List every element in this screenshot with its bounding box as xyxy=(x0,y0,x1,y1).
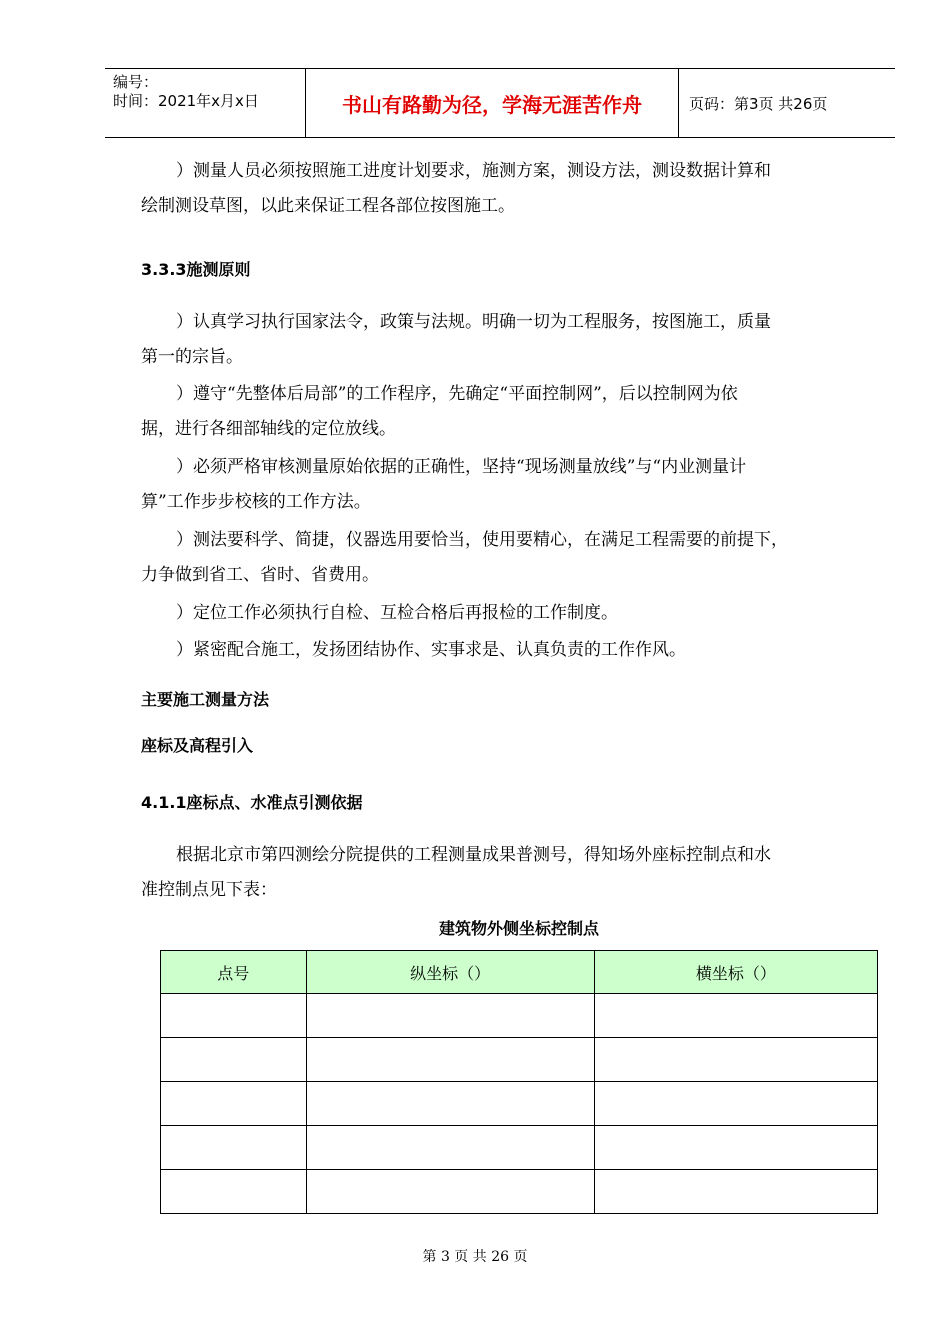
col-vertical-coord: 纵坐标（） xyxy=(306,951,594,994)
paragraph-7 xyxy=(141,633,871,668)
header-page-info: 页码：第3页 共26页 xyxy=(689,94,828,113)
col-point-no: 点号 xyxy=(161,951,307,994)
table-cell xyxy=(161,1126,307,1170)
table-cell xyxy=(306,994,594,1038)
time-label: 时间：2021年x月x日 xyxy=(113,92,259,110)
text-line: ）测法要科学、简捷，仪器选用要恰当，使用要精心，在满足工程需要的前提下， xyxy=(176,530,788,550)
page-footer: 第 3 页 共 26 页 xyxy=(422,1249,528,1265)
table-cell xyxy=(594,1126,877,1170)
table-row xyxy=(161,1082,878,1126)
table-title: 建筑物外侧坐标控制点 xyxy=(438,919,599,938)
table-cell xyxy=(594,994,877,1038)
header-meta xyxy=(105,69,306,137)
table-header-row xyxy=(161,951,878,994)
header-motto: 书山有路勤为径，学海无涯苦作舟 xyxy=(306,69,679,137)
paragraph-6 xyxy=(141,596,871,631)
text-line: ）测量人员必须按照施工进度计划要求，施测方案，测设方法，测设数据计算和 xyxy=(176,161,771,181)
table-cell xyxy=(161,1082,307,1126)
table-cell xyxy=(161,1170,307,1214)
text-line: ）紧密配合施工，发扬团结协作、实事求是、认真负责的工作作风。 xyxy=(176,640,686,660)
paragraph-2 xyxy=(141,305,871,375)
text-line: 绘制测设草图，以此来保证工程各部位按图施工。 xyxy=(141,196,515,216)
table-cell xyxy=(306,1170,594,1214)
table-cell xyxy=(161,1038,307,1082)
heading-coord-elevation: 座标及高程引入 xyxy=(141,736,254,755)
text-line: 第一的宗旨。 xyxy=(141,347,243,367)
text-line: ）定位工作必须执行自检、互检合格后再报检的工作制度。 xyxy=(176,603,618,623)
table-cell xyxy=(594,1038,877,1082)
paragraph-5 xyxy=(141,523,871,593)
table-cell xyxy=(306,1038,594,1082)
code-label: 编号： xyxy=(113,73,159,91)
table-cell xyxy=(594,1082,877,1126)
table-row xyxy=(161,1170,878,1214)
table-cell xyxy=(594,1170,877,1214)
col-horizontal-coord: 横坐标（） xyxy=(594,951,877,994)
text-line: 力争做到省工、省时、省费用。 xyxy=(141,565,379,585)
text-line: 算”工作步步校核的工作方法。 xyxy=(141,492,371,512)
table-cell xyxy=(306,1126,594,1170)
control-point-table xyxy=(160,950,878,1214)
table-row xyxy=(161,1038,878,1082)
paragraph-1 xyxy=(141,154,871,224)
heading-333: 3.3.3施测原则 xyxy=(141,260,251,279)
table-row xyxy=(161,994,878,1038)
paragraph-3 xyxy=(141,377,871,447)
page-header xyxy=(105,68,895,138)
table-row xyxy=(161,1126,878,1170)
table-cell xyxy=(306,1082,594,1126)
text-line: 据，进行各细部轴线的定位放线。 xyxy=(141,419,396,439)
heading-411: 4.1.1座标点、水准点引测依据 xyxy=(141,793,363,812)
text-line: ）遵守“先整体后局部”的工作程序，先确定“平面控制网”，后以控制网为依 xyxy=(176,384,738,404)
text-line: ）必须严格审核测量原始依据的正确性，坚持“现场测量放线”与“内业测量计 xyxy=(176,457,747,477)
paragraph-4 xyxy=(141,450,871,520)
text-line: 根据北京市第四测绘分院提供的工程测量成果普测号，得知场外座标控制点和水 xyxy=(176,845,771,865)
paragraph-8 xyxy=(141,838,871,908)
heading-main-methods: 主要施工测量方法 xyxy=(141,690,270,709)
table-cell xyxy=(161,994,307,1038)
text-line: 准控制点见下表： xyxy=(141,880,277,900)
text-line: ）认真学习执行国家法令，政策与法规。明确一切为工程服务，按图施工，质量 xyxy=(176,312,771,332)
